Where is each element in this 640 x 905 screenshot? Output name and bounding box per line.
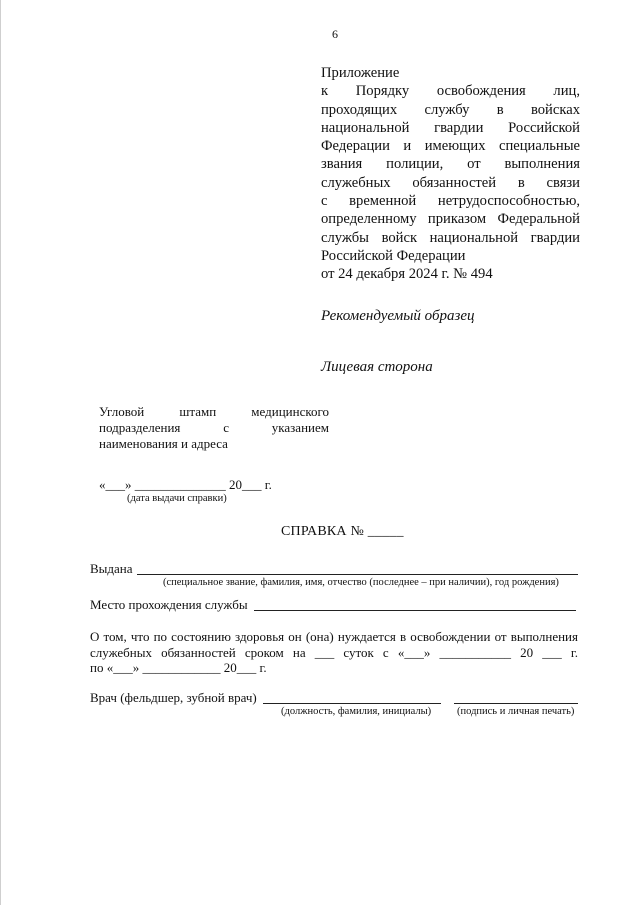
- issued-to-field-line[interactable]: [137, 574, 578, 575]
- doctor-signature-caption: (подпись и личная печать): [457, 706, 575, 717]
- appendix-line: Приложение: [321, 65, 400, 81]
- issue-date-caption: (дата выдачи справки): [127, 493, 227, 504]
- certificate-title: СПРАВКА № _____: [281, 524, 404, 539]
- statement-line: служебных обязанностей сроком на ___ суток с «___» ___________ 20 ___ г.: [90, 644, 578, 660]
- statement-line: О том, что по состоянию здоровья он (она) нуждается в освобождении от выполнения: [90, 629, 578, 644]
- stamp-line: подразделения с указанием: [99, 420, 329, 435]
- doctor-label: Врач (фельдшер, зубной врач): [90, 690, 257, 705]
- stamp-line: наименования и адреса: [99, 436, 228, 451]
- issue-date-line: «___» ______________ 20___ г.: [99, 477, 272, 492]
- appendix-line: к Порядку освобождения лиц,: [321, 83, 580, 100]
- doctor-position-caption: (должность, фамилия, инициалы): [281, 706, 432, 717]
- stamp-line: Угловой штамп медицинского: [99, 404, 329, 419]
- corner-stamp-block: [99, 404, 329, 452]
- service-place-label: Место прохождения службы: [90, 597, 248, 612]
- appendix-line: проходящих службу в войсках: [321, 101, 580, 118]
- appendix-line: национальной гвардии Российской: [321, 119, 580, 136]
- appendix-line: Федерации и имеющих специальные: [321, 138, 580, 155]
- appendix-line: службы войск национальной гвардии: [321, 229, 580, 246]
- service-place-field-line[interactable]: [254, 610, 576, 611]
- appendix-line: определенному приказом Федеральной: [321, 211, 580, 228]
- page-number: 6: [332, 27, 338, 41]
- issued-to-label: Выдана: [90, 561, 133, 576]
- appendix-line: звания полиции, от выполнения: [321, 156, 580, 173]
- appendix-header: [321, 64, 580, 284]
- issued-to-caption: (специальное звание, фамилия, имя, отчество (последнее – при наличии), год рождения): [163, 577, 559, 588]
- health-statement: [90, 629, 578, 676]
- doctor-position-field-line[interactable]: [263, 703, 441, 704]
- front-side-label: Лицевая сторона: [321, 359, 433, 375]
- appendix-line: от 24 декабря 2024 г. № 494: [321, 266, 493, 283]
- appendix-line: Российской Федерации: [321, 247, 466, 264]
- sample-label: Рекомендуемый образец: [321, 308, 475, 324]
- statement-line: по «___» ____________ 20___ г.: [90, 660, 267, 675]
- appendix-line: служебных обязанностей в связи: [321, 174, 580, 191]
- doctor-signature-field-line[interactable]: [454, 703, 578, 704]
- appendix-line: с временной нетрудоспособностью,: [321, 193, 580, 210]
